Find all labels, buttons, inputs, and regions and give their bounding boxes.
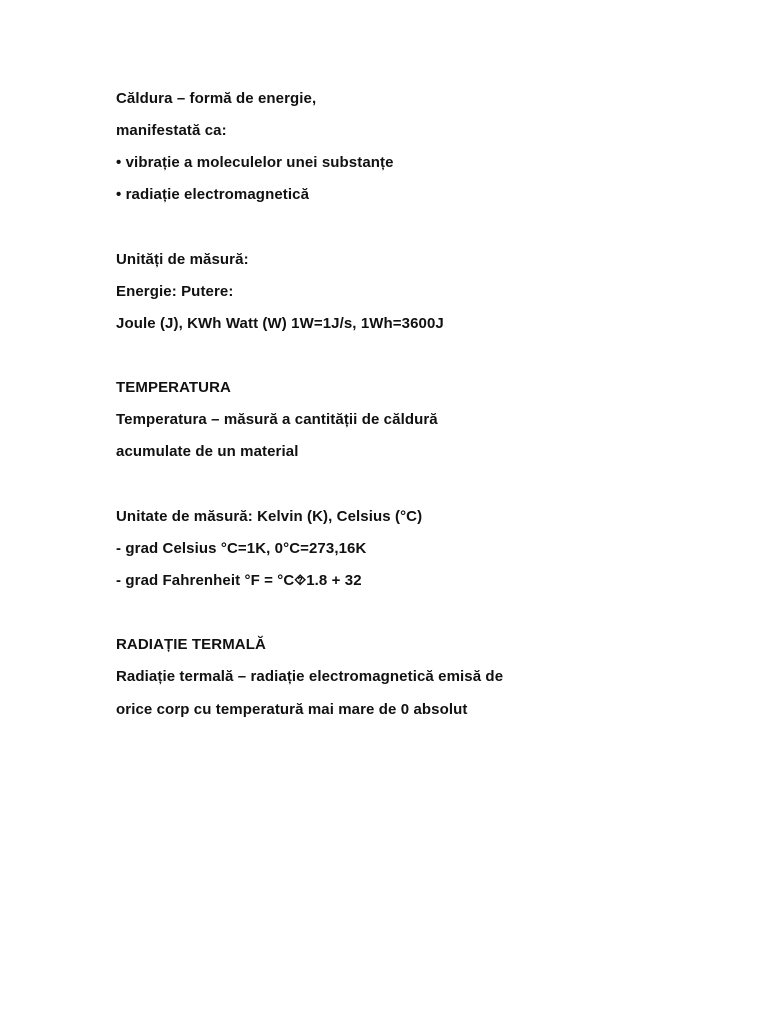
intro-line-2: manifestată ca:: [116, 122, 227, 139]
temperature-definition-line-2: acumulate de un material: [116, 443, 299, 460]
radiation-heading: RADIAȚIE TERMALĂ: [116, 636, 266, 653]
temperature-definition-line-1: Temperatura – măsură a cantității de căldură: [116, 411, 438, 428]
units-heading: Unități de măsură:: [116, 251, 249, 268]
intro-bullet-2: • radiație electromagnetică: [116, 186, 310, 203]
units-labels: Energie: Putere:: [116, 283, 234, 300]
radiation-definition-line-2: orice corp cu temperatură mai mare de 0 absolut: [116, 701, 468, 718]
temperature-unit-line: Unitate de măsură: Kelvin (K), Celsius (°C): [116, 508, 423, 525]
radiation-definition-line-1: Radiație termală – radiație electromagnetică emisă de: [116, 668, 504, 685]
units-values: Joule (J), KWh Watt (W) 1W=1J/s, 1Wh=3600J: [116, 315, 444, 332]
temperature-heading: TEMPERATURA: [116, 379, 231, 396]
intro-bullet-1: • vibrație a moleculelor unei substanțe: [116, 154, 394, 171]
intro-line-1: Căldura – formă de energie,: [116, 90, 317, 107]
celsius-line: - grad Celsius °C=1K, 0°C=273,16K: [116, 540, 367, 557]
fahrenheit-line: - grad Fahrenheit °F = °C⯑1.8 + 32: [116, 572, 362, 589]
